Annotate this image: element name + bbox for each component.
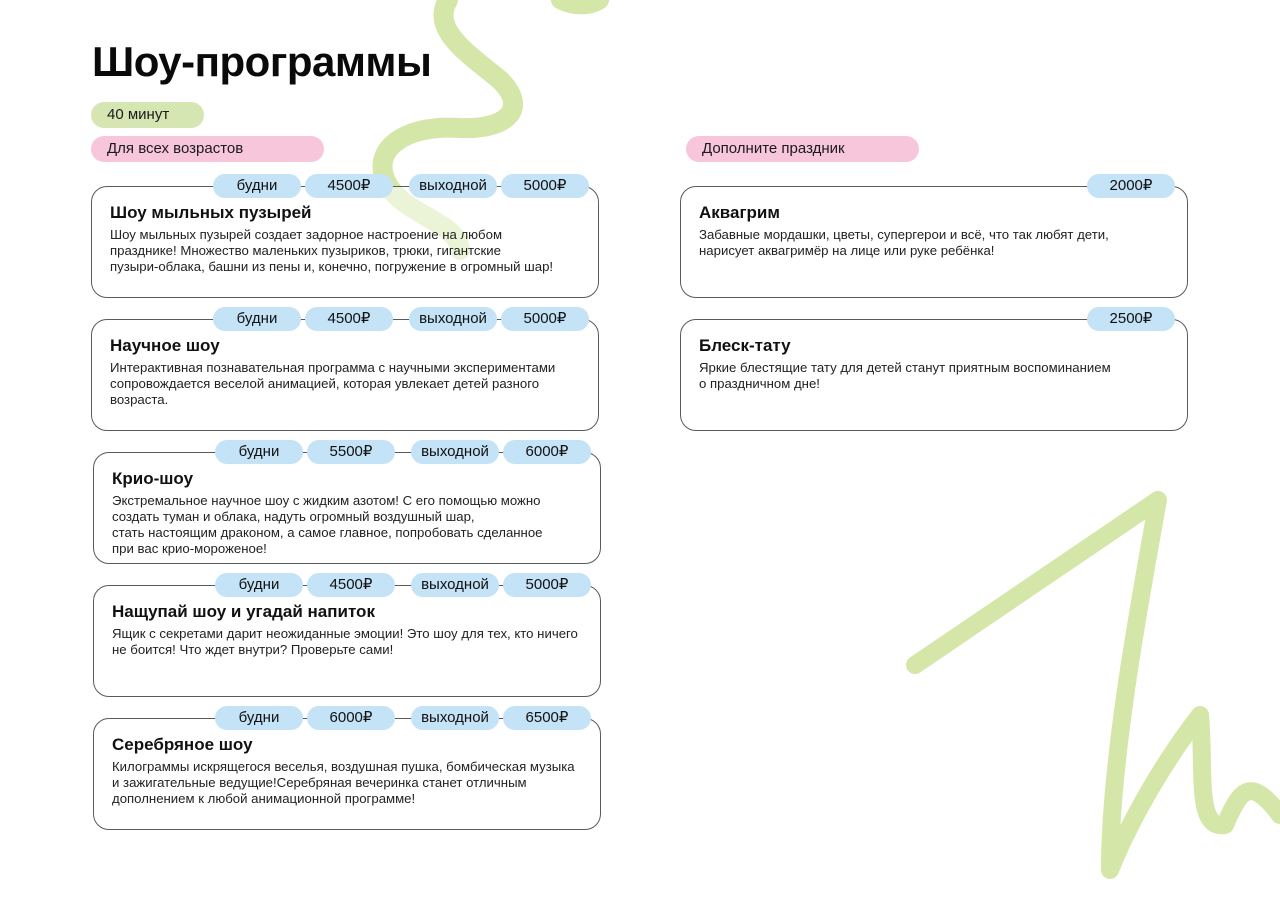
price-tags bbox=[215, 706, 591, 730]
show-title: Серебряное шоу bbox=[112, 735, 253, 754]
price-tags bbox=[213, 307, 589, 331]
weekday-price: 4500₽ bbox=[307, 573, 395, 597]
show-description: Килограммы искрящегося веселья, воздушная пушка, бомбическая музыка и зажигательные ведущие!Серебряная вечеринка станет отличным дополнением к любой анимационной программе! bbox=[112, 759, 575, 806]
page-title: Шоу-программы bbox=[92, 38, 432, 85]
show-card bbox=[91, 310, 599, 431]
weekday-label: будни bbox=[215, 706, 303, 730]
addon-price: 2500₽ bbox=[1087, 307, 1175, 331]
show-card bbox=[91, 177, 599, 298]
weekend-price: 5000₽ bbox=[501, 307, 589, 331]
weekday-price: 5500₽ bbox=[307, 440, 395, 464]
weekday-label: будни bbox=[213, 307, 301, 331]
weekend-label: выходной bbox=[411, 440, 499, 464]
addon-card bbox=[680, 177, 1188, 298]
show-title: Крио-шоу bbox=[112, 469, 194, 488]
weekend-price: 6000₽ bbox=[503, 440, 591, 464]
weekend-label: выходной bbox=[409, 174, 497, 198]
weekday-price: 4500₽ bbox=[305, 307, 393, 331]
addon-card bbox=[680, 310, 1188, 431]
weekend-label: выходной bbox=[411, 706, 499, 730]
show-description: Интерактивная познавательная программа с научными экспериментами сопровождается веселой анимацией, которая увлекает детей разного возраста. bbox=[110, 360, 556, 407]
weekday-label: будни bbox=[215, 573, 303, 597]
show-card bbox=[93, 576, 601, 697]
weekday-label: будни bbox=[213, 174, 301, 198]
addon-description: Забавные мордашки, цветы, супергерои и всё, что так любят дети, нарисует аквагримёр на лице или руке ребёнка! bbox=[699, 227, 1109, 258]
weekday-price: 6000₽ bbox=[307, 706, 395, 730]
addons-badge: Дополните праздник bbox=[686, 136, 919, 162]
addon-title: Блеск-тату bbox=[699, 336, 791, 355]
addon-description: Яркие блестящие тату для детей станут приятным воспоминанием о праздничном дне! bbox=[699, 360, 1111, 391]
weekend-label: выходной bbox=[411, 573, 499, 597]
addon-price: 2000₽ bbox=[1087, 174, 1175, 198]
age-badge: Для всех возрастов bbox=[91, 136, 324, 162]
addon-title: Аквагрим bbox=[699, 203, 780, 222]
weekday-label: будни bbox=[215, 440, 303, 464]
show-description: Ящик с секретами дарит неожиданные эмоции! Это шоу для тех, кто ничего не боится! Что ждет внутри? Проверьте сами! bbox=[112, 626, 578, 657]
show-description: Экстремальное научное шоу с жидким азотом! С его помощью можно создать туман и облака, надуть огромный воздушный шар, стать настоящим драконом, а самое главное, попробовать сделанное при вас крио-мороженое! bbox=[112, 493, 543, 556]
price-tags bbox=[213, 174, 589, 198]
duration-badge: 40 минут bbox=[91, 102, 204, 128]
show-title: Научное шоу bbox=[110, 336, 220, 355]
weekday-price: 4500₽ bbox=[305, 174, 393, 198]
top-squiggle-arc bbox=[560, 0, 600, 5]
price-tags bbox=[215, 440, 591, 464]
weekend-price: 6500₽ bbox=[503, 706, 591, 730]
show-title: Шоу мыльных пузырей bbox=[110, 203, 312, 222]
bottom-right-squiggle bbox=[915, 500, 1280, 870]
weekend-price: 5000₽ bbox=[503, 573, 591, 597]
show-title: Нащупай шоу и угадай напиток bbox=[112, 602, 375, 621]
weekend-price: 5000₽ bbox=[501, 174, 589, 198]
price-tags bbox=[215, 573, 591, 597]
show-card bbox=[93, 709, 601, 830]
show-card bbox=[93, 443, 601, 564]
show-description: Шоу мыльных пузырей создает задорное настроение на любом празднике! Множество маленьких пузыриков, трюки, гигантские пузыри-облака, башни из пены и, конечно, погружение в огромный шар! bbox=[110, 227, 554, 274]
weekend-label: выходной bbox=[409, 307, 497, 331]
